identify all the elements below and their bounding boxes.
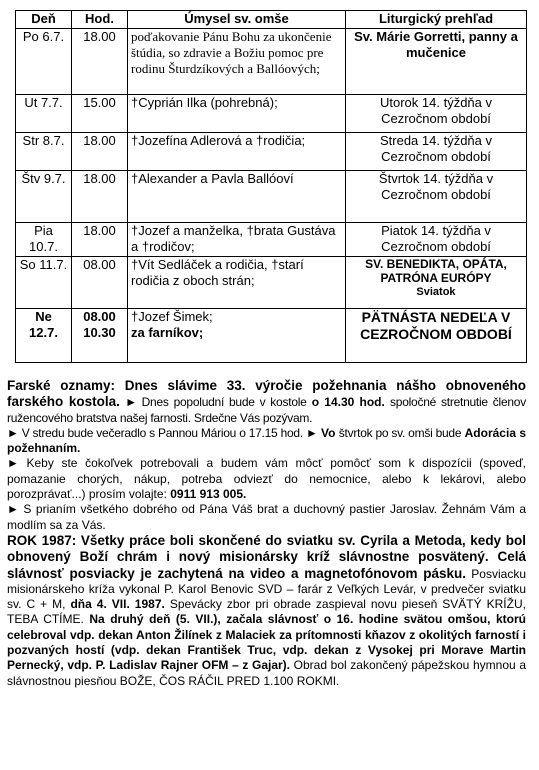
liturgy-cell [346,257,527,309]
day-cell: So 11.7. [16,257,72,309]
history-text: Posviacku misionárskeho kríža vykonal P. Karol Benovic SVD – farár z Veľkých Levár, v predvečer sviatku sv. C + M, [7,566,526,612]
announcement-text: spoločné stretnutie členov ružencového bratstva našej farnosti. Srdečne Vás pozývam. [7,395,526,425]
liturgy-cell: Streda 14. týždňa v Cezročnom období [346,133,527,171]
history-text: Spevácky zbor pri obrade zaspieval novu pieseň SVÄTÝ KRÍŽU, TEBA CTÍME. [7,597,526,627]
day-cell: Ut 7.7. [16,95,72,133]
liturgy-cell: PÄTNÁSTA NEDEĽA V CEZROČNOM OBDOBÍ [346,309,527,363]
hour-cell: 08.00 [72,257,128,309]
announcement-4 [7,502,526,533]
intention-cell: †Jozef a manželka, †brata Gustáva a †rodičov; [128,223,346,257]
header-hour: Hod. [72,11,128,29]
history-heading: ROK 1987: Všetky práce boli skončené do sviatku sv. Cyrila a Metoda, kedy bol obnovený Boží chrám i nový misionársky kríž slávnostne posvätený. Celá slávnosť posviacky je zachytená na video a magnetofónovom pásku. [7,532,526,581]
announcement-text: štvrtok po sv. omši bude [338,425,462,440]
table-row [16,95,527,133]
history-date: dňa 4. VII. 1987. [70,597,165,612]
intention-cell: †Vít Sedláček a rodičia, †starí rodičia z oboch strán; [128,257,346,309]
intention-cell: †Cyprián Ilka (pohrebná); [128,95,346,133]
parish-announcements [7,378,526,689]
table-header-row [16,11,527,29]
liturgy-cell: Utorok 14. týždňa v Cezročnom období [346,95,527,133]
day-cell: Str 8.7. [16,133,72,171]
announcement-heading: Farské oznamy: Dnes slávime 33. výročie požehnania nášho obnoveného farského kostola. [7,378,526,410]
intention-second: za farníkov; [131,325,204,340]
table-row [16,309,527,363]
hour-cell: 18.00 [72,133,128,171]
header-day: Deň [16,11,72,29]
history-1987 [7,533,526,689]
hour-cell: 18.00 [72,223,128,257]
phone-number: 0911 913 005. [170,487,247,502]
history-text-bold: Na druhý deň (5. VII.), začala slávnosť o 16. hodine svätou omšou, ktorú celebroval vdp. dekan Anton Žilínek z Malaciek za prítomnosti kňazov z okolitých farností i pozvaných hostí (vdp. dekan František Truc, vdp. dekan z Vysokej pri Morave Martin Pernecký, vdp. P. Ladislav Rajner OFM – z Gajar). [7,612,526,673]
announcement-text: Vo [320,425,336,440]
table-row [16,29,527,95]
liturgy-cell: Štvrtok 14. týždňa v Cezročnom období [346,171,527,223]
announcement-text: ► S prianím všetkého dobrého od Pána Váš brat a duchovný pastier Jaroslav. Žehnám Vám a modlím sa za Vás. [7,502,526,532]
history-text: Obrad bol zakončený pápežskou hymnou a slávnostnou piesňou BOŽE, ČOS RÁČIL PRED 1.100 ROKMI. [7,658,526,688]
day-cell: Po 6.7. [16,29,72,95]
intention-cell: poďakovanie Pánu Bohu za ukončenie štúdia, so zdravie a Božiu pomoc pre rodinu Šturdzíkových a Ballóových; [128,29,346,95]
hour-second: 10.30 [83,325,116,340]
day-cell: Ne 12.7. [16,309,72,363]
table-row [16,171,527,223]
header-liturgy: Liturgický prehľad [346,11,527,29]
announcement-3 [7,456,526,502]
hour-cell: 18.00 [72,171,128,223]
hour-cell [72,309,128,363]
intention-cell: †Alexander a Pavla Ballóoví [128,171,346,223]
intention-cell: †Jozefína Adlerová a †rodičia; [128,133,346,171]
liturgy-cell: Sv. Márie Gorretti, panny a mučenice [346,29,527,95]
announcement-2 [7,426,526,457]
table-row [16,257,527,309]
liturgy-subtitle: Sviatok [416,286,456,298]
liturgy-title: SV. BENEDIKTA, OPÁTA, PATRÓNA EURÓPY [365,257,507,285]
table-row [16,223,527,257]
hour-cell: 18.00 [72,29,128,95]
announcement-text: ► Dnes popoludní bude v kostole [125,395,307,410]
hour-first: 08.00 [83,309,116,324]
announcement-time: o 14.30 hod. [311,395,385,410]
hour-cell: 15.00 [72,95,128,133]
liturgy-cell: Piatok 14. týždňa v Cezročnom období [346,223,527,257]
announcement-text: ► Keby ste čokoľvek potrebovali a budem vám môcť pomôcť som k dispozícii (spoveď, pomazanie chorých, nákup, potreba odviezť do nemocnice, alebo k lekárovi, alebo porozprávať...) prosím volajte: [7,456,526,502]
announcement-text: ► V stredu bude večeradlo s Pannou Máriou o 17.15 hod. ► [7,425,318,440]
header-intention: Úmysel sv. omše [128,11,346,29]
table-row [16,133,527,171]
day-cell: Štv 9.7. [16,171,72,223]
announcement-1 [7,378,526,426]
intention-cell [128,309,346,363]
mass-schedule-table [15,10,527,363]
announcement-adoration: Adorácia s požehnaním. [7,425,527,456]
day-cell: Pia 10.7. [16,223,72,257]
intention-first: †Jozef Šimek; [131,309,213,324]
